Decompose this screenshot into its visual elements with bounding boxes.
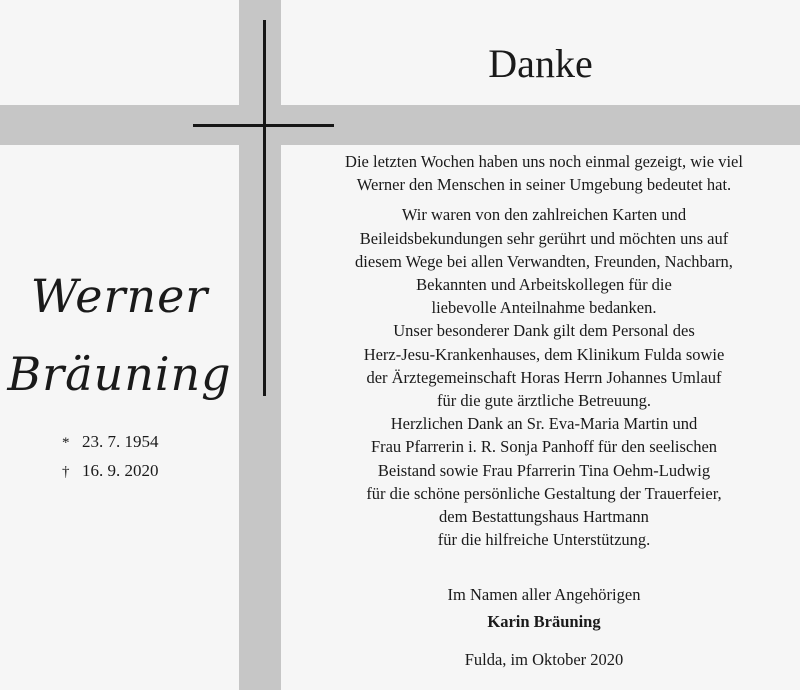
text-line: Werner den Menschen in seiner Umgebung bedeutet hat. (356, 175, 732, 195)
place-date: Fulda, im Oktober 2020 (464, 650, 624, 669)
closing-intro: Im Namen aller Angehörigen (447, 585, 641, 604)
text-line: dem Bestattungshaus Hartmann (439, 507, 649, 527)
text-line: der Ärztegemeinschaft Horas Herrn Johannes Umlauf (366, 367, 722, 387)
text-line: Wir waren von den zahlreichen Karten und (401, 205, 687, 225)
text-line: für die hilfreiche Unterstützung. (437, 530, 651, 550)
text-line: für die schöne persönliche Gestaltung der Trauerfeier, (366, 483, 722, 503)
text-line: Beileidsbekundungen sehr gerührt und möchten uns auf (359, 228, 729, 248)
death-row (62, 457, 232, 486)
paragraph-condolences (296, 203, 792, 319)
text-line: Bekannten und Arbeitskollegen für die (416, 275, 672, 295)
text-line: Herz-Jesu-Krankenhauses, dem Klinikum Fulda sowie (363, 344, 725, 364)
text-line: liebevolle Anteilnahme bedanken. (431, 298, 657, 318)
text-line: Herzlichen Dank an Sr. Eva-Maria Martin und (390, 414, 698, 434)
life-dates (62, 428, 232, 486)
birth-symbol-icon: * (62, 435, 70, 451)
death-date: 16. 9. 2020 (82, 461, 159, 480)
last-name: Bräuning (7, 347, 232, 401)
death-cross-icon: † (62, 464, 70, 480)
cross-icon-vertical-bar (263, 20, 266, 396)
text-line: diesem Wege bei allen Verwandten, Freunden, Nachbarn, (355, 251, 733, 271)
text-line: Beistand sowie Frau Pfarrerin Tina Oehm-Ludwig (377, 460, 711, 480)
birth-date: 23. 7. 1954 (82, 432, 159, 451)
thanks-text (296, 150, 792, 551)
signature: Karin Bräuning (487, 612, 601, 631)
text-line: für die gute ärztliche Betreuung. (437, 391, 651, 411)
text-line: Unser besonderer Dank gilt dem Personal des (393, 321, 695, 341)
birth-row (62, 428, 232, 457)
text-line: Die letzten Wochen haben uns noch einmal gezeigt, wie viel (345, 152, 743, 171)
text-line: Frau Pfarrerin i. R. Sonja Panhoff für den seelischen (370, 437, 718, 457)
first-name: Werner (30, 269, 209, 323)
heading: Danke (488, 41, 593, 86)
cross-icon-horizontal-bar (193, 124, 334, 127)
cross-band-vertical (239, 0, 281, 690)
cross-band-horizontal (0, 105, 800, 145)
closing-block (296, 581, 792, 673)
paragraph-intro (296, 150, 792, 196)
paragraph-special-thanks (296, 319, 792, 551)
